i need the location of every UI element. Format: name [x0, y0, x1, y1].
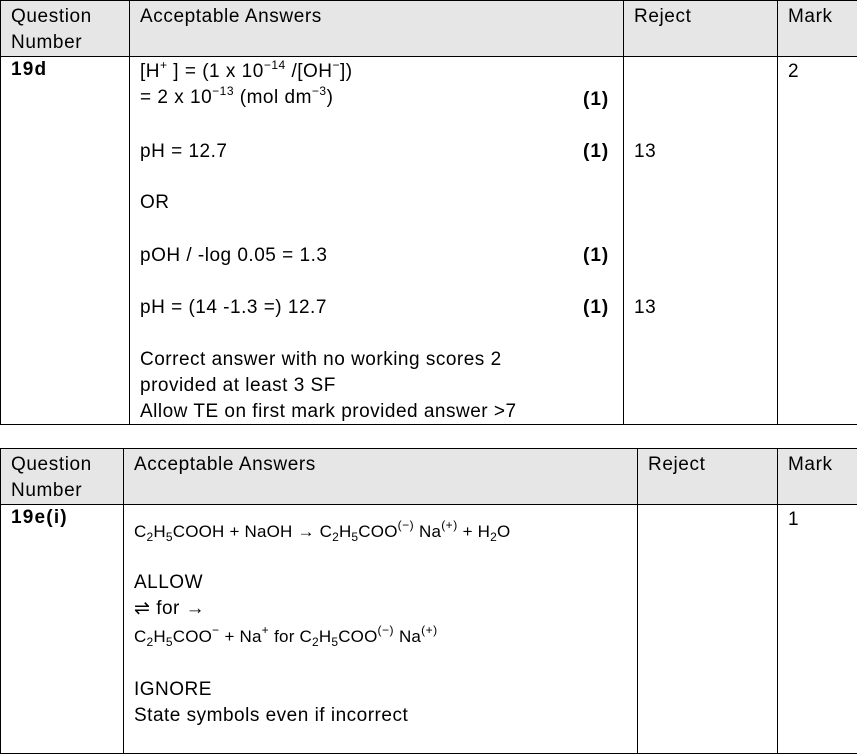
note-line: provided at least 3 SF — [140, 375, 336, 397]
note-line: Correct answer with no working scores 2 — [140, 349, 502, 371]
note-line: Allow TE on first mark provided answer >7 — [140, 401, 517, 423]
alternative-equation: $C_2H_5COO^- + Na^+$ for $C_2H_5COO^{(-)}$ Na(+) — [134, 626, 438, 648]
poh-line: pOH / -log 0.05 = 1.3 — [140, 245, 327, 267]
reject-value: 13 — [634, 141, 656, 163]
allow-label: ALLOW — [134, 572, 203, 594]
acceptable-answers-cell — [130, 57, 624, 425]
question-number-header: Question Number — [1, 1, 130, 57]
mark-header: Mark — [778, 449, 857, 505]
header-row — [1, 449, 857, 505]
acceptable-answers-cell — [124, 505, 638, 754]
answer-row — [1, 505, 857, 754]
ph-line: pH = 12.7 — [140, 141, 227, 163]
mark-cell: 2 — [778, 57, 857, 425]
mark-label: (1) — [583, 297, 623, 319]
mark-label: (1) — [583, 141, 623, 163]
reject-cell — [638, 505, 778, 754]
neutralisation-equation: $C_2H_5COOH$ + NaOH → $C_2H_5COO^{(-)}$ $Na^{(+)} + H_2O$ — [134, 521, 510, 543]
or-line: OR — [140, 192, 170, 214]
h-plus-value-line: = 2 x $10^{-13}$ (mol $dm^{-3}$) — [140, 87, 333, 109]
mark-label: (1) — [583, 89, 623, 111]
allow-line: ⇌ for → — [134, 598, 205, 620]
mark-scheme-table-19e-i — [0, 448, 857, 754]
reject-header: Reject — [624, 1, 778, 57]
reject-cell — [624, 57, 778, 425]
reject-header: Reject — [638, 449, 778, 505]
header-row — [1, 1, 857, 57]
acceptable-answers-header: Acceptable Answers — [130, 1, 624, 57]
ignore-label: IGNORE — [134, 679, 212, 701]
question-number-cell: 19d — [1, 57, 130, 425]
mark-header: Mark — [778, 1, 857, 57]
acceptable-answers-header: Acceptable Answers — [124, 449, 638, 505]
mark-cell: 1 — [778, 505, 857, 754]
h-plus-concentration-line: [H+ ] = (1 x $10^{-14}$ /[OH−]) — [140, 61, 353, 83]
mark-label: (1) — [583, 245, 623, 267]
reject-value: 13 — [634, 297, 656, 319]
question-number-header: Question Number — [1, 449, 124, 505]
answer-row — [1, 57, 857, 425]
ignore-line: State symbols even if incorrect — [134, 705, 408, 727]
ph-alternative-line: pH = (14 -1.3 =) 12.7 — [140, 297, 327, 319]
question-number-cell: 19e(i) — [1, 505, 124, 754]
